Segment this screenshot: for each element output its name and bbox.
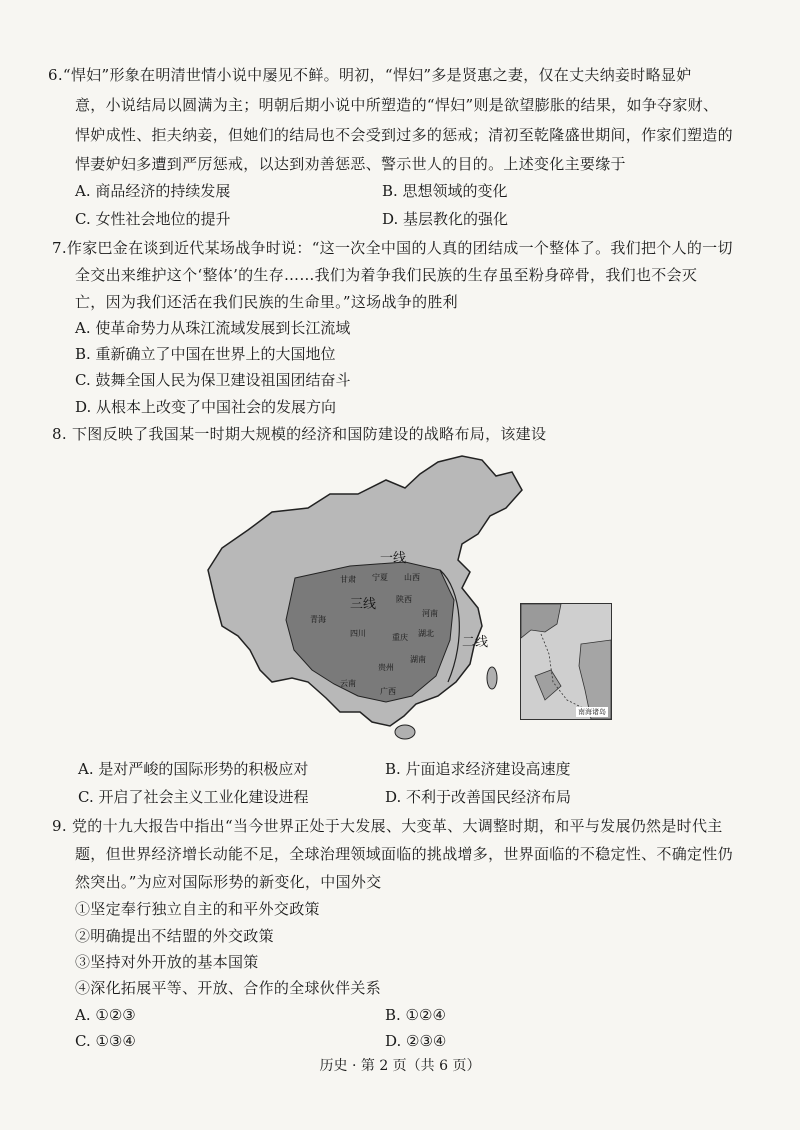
- inset-label: 南海诸岛: [578, 708, 606, 716]
- province-label-shanxi: 山西: [404, 573, 420, 582]
- q6-option-d[interactable]: D. 基层教化的强化: [382, 210, 509, 228]
- q6-option-a[interactable]: A. 商品经济的持续发展: [75, 182, 231, 200]
- q9-item-3: ③坚持对外开放的基本国策: [75, 953, 259, 971]
- south-china-sea-inset: [520, 603, 612, 720]
- q9-option-b[interactable]: B. ①②④: [385, 1006, 446, 1024]
- province-label-qinghai: 青海: [310, 615, 326, 624]
- hainan-island: [395, 725, 415, 739]
- q9-item-2: ②明确提出不结盟的外交政策: [75, 927, 274, 945]
- q7-option-c[interactable]: C. 鼓舞全国人民为保卫建设祖国团结奋斗: [75, 371, 351, 389]
- q9-option-c[interactable]: C. ①③④: [75, 1032, 136, 1050]
- q6-option-b[interactable]: B. 思想领域的变化: [382, 182, 508, 200]
- q9-item-4: ④深化拓展平等、开放、合作的全球伙伴关系: [75, 979, 382, 997]
- q9-line-1: 9. 党的十九大报告中指出“当今世界正处于大发展、大变革、大调整时期，和平与发展仍然是时代主: [52, 817, 723, 835]
- page-footer: 历史 · 第 2 页（共 6 页）: [319, 1058, 481, 1074]
- q9-option-a[interactable]: A. ①②③: [75, 1006, 136, 1024]
- q9-item-1: ①坚定奉行独立自主的和平外交政策: [75, 900, 320, 918]
- province-label-chongqing: 重庆: [392, 633, 408, 642]
- q8-option-a[interactable]: A. 是对严峻的国际形势的积极应对: [78, 760, 309, 778]
- second-line-label: 二线: [462, 635, 489, 650]
- q7-line-1: 7.作家巴金在谈到近代某场战争时说：“这一次全中国的人真的团结成一个整体了。我们把个人的一切: [52, 239, 733, 257]
- q6-option-c[interactable]: C. 女性社会地位的提升: [75, 210, 231, 228]
- province-label-shaanxi: 陕西: [396, 595, 412, 604]
- q8-option-c[interactable]: C. 开启了社会主义工业化建设进程: [78, 788, 309, 806]
- province-label-henan: 河南: [422, 609, 438, 618]
- province-label-guizhou: 贵州: [378, 663, 394, 672]
- q6-line-2: 意，小说结局以圆满为主；明朝后期小说中所塑造的“悍妇”则是欲望膨胀的结果，如争夺家财、: [75, 96, 719, 114]
- province-label-gansu: 甘肃: [340, 575, 356, 584]
- q8-line: 8. 下图反映了我国某一时期大规模的经济和国防建设的战略布局，该建设: [52, 425, 547, 443]
- third-line-label: 三线: [350, 597, 377, 612]
- q7-option-d[interactable]: D. 从根本上改变了中国社会的发展方向: [75, 398, 337, 416]
- q7-line-2: 全交出来维护这个‘整体’的生存……我们为着争我们民族的生存虽至粉身碎骨，我们也不会灭: [75, 266, 698, 284]
- q7-option-b[interactable]: B. 重新确立了中国在世界上的大国地位: [75, 345, 336, 363]
- province-label-ningxia: 宁夏: [372, 573, 388, 582]
- province-label-yunnan: 云南: [340, 679, 356, 688]
- province-label-hunan: 湖南: [410, 655, 426, 664]
- inset-map-svg: [521, 604, 611, 719]
- province-label-hubei: 湖北: [418, 629, 434, 638]
- q8-option-d[interactable]: D. 不利于改善国民经济布局: [385, 788, 572, 806]
- first-line-label: 一线: [380, 551, 407, 566]
- q7-option-a[interactable]: A. 使革命势力从珠江流域发展到长江流域: [75, 319, 351, 337]
- q6-line-3: 悍妒成性、拒夫纳妾，但她们的结局也不会受到过多的惩戒；清初至乾隆盛世期间，作家们塑造的: [75, 126, 733, 144]
- q8-option-b[interactable]: B. 片面追求经济建设高速度: [385, 760, 571, 778]
- q9-option-d[interactable]: D. ②③④: [385, 1032, 447, 1050]
- province-label-sichuan: 四川: [350, 629, 366, 638]
- province-label-guangxi: 广西: [380, 687, 396, 696]
- q9-line-2: 题，但世界经济增长动能不足，全球治理领域面临的挑战增多，世界面临的不稳定性、不确定性仍: [75, 845, 733, 863]
- q7-line-3: 亡，因为我们还活在我们民族的生命里。”这场战争的胜利: [75, 293, 458, 311]
- q6-line-4: 悍妻妒妇多遭到严厉惩戒，以达到劝善惩恶、警示世人的目的。上述变化主要缘于: [75, 155, 626, 173]
- q9-line-3: 然突出。”为应对国际形势的新变化，中国外交: [75, 873, 382, 891]
- taiwan-island: [487, 667, 497, 689]
- q6-line-1: 6.“悍妇”形象在明清世情小说中屡见不鲜。明初，“悍妇”多是贤惠之妻，仅在丈夫纳妾时略显妒: [48, 66, 692, 84]
